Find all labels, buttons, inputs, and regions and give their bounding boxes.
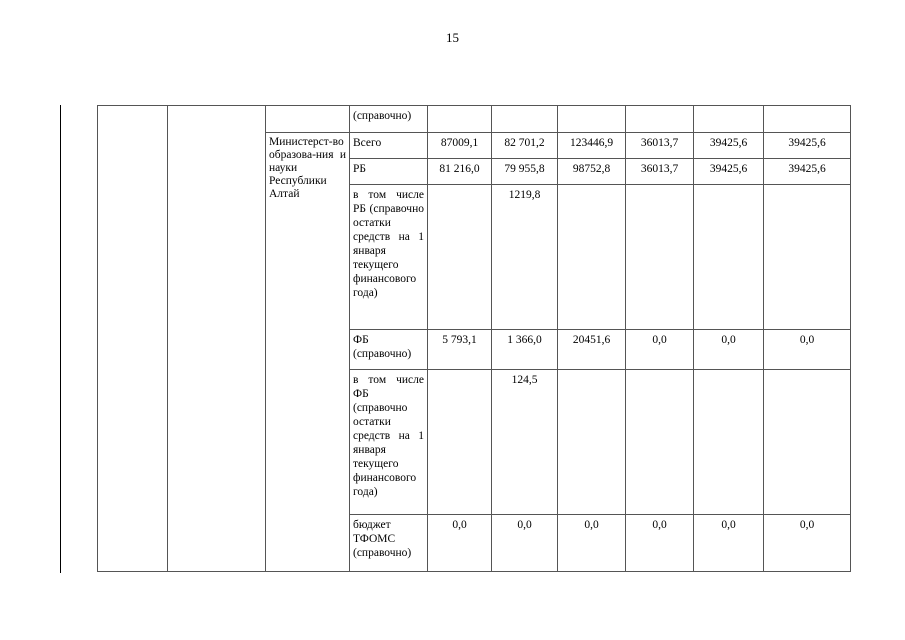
value-cell [764,106,851,133]
value-cell [626,106,694,133]
number-cell [98,106,168,572]
value-cell [428,185,492,330]
source-cell: РБ [350,159,428,185]
value-cell: 0,0 [626,330,694,370]
source-cell: в том числе ФБ (справочно остатки средств на 1 января текущего финансового года) [350,370,428,515]
source-cell: ФБ (справочно) [350,330,428,370]
source-cell: Всего [350,133,428,159]
value-cell: 36013,7 [626,159,694,185]
value-cell: 39425,6 [694,159,764,185]
source-cell: (справочно) [350,106,428,133]
value-cell: 82 701,2 [492,133,558,159]
executor-cell-top [266,106,350,133]
source-cell: бюджет ТФОМС (справочно) [350,515,428,572]
table-row [98,106,851,133]
value-cell: 39425,6 [764,133,851,159]
margin-line [60,105,61,573]
source-cell: в том числе РБ (справочно остатки средств на 1 января текущего финансового года) [350,185,428,330]
value-cell: 0,0 [764,330,851,370]
value-cell [492,106,558,133]
page-number: 15 [446,30,459,45]
executor-cell: Министерст-во образова-ния и науки Республики Алтай [266,133,350,572]
value-cell: 0,0 [694,330,764,370]
value-cell [626,185,694,330]
value-cell: 39425,6 [694,133,764,159]
value-cell: 79 955,8 [492,159,558,185]
value-cell [764,370,851,515]
value-cell [558,185,626,330]
value-cell: 124,5 [492,370,558,515]
value-cell [694,106,764,133]
value-cell: 36013,7 [626,133,694,159]
value-cell: 39425,6 [764,159,851,185]
value-cell: 5 793,1 [428,330,492,370]
value-cell [694,370,764,515]
value-cell: 0,0 [694,515,764,572]
measure-cell [168,106,266,572]
value-cell [694,185,764,330]
value-cell: 1219,8 [492,185,558,330]
value-cell: 0,0 [558,515,626,572]
value-cell: 0,0 [764,515,851,572]
value-cell [428,106,492,133]
value-cell [558,106,626,133]
value-cell [626,370,694,515]
value-cell: 98752,8 [558,159,626,185]
value-cell: 123446,9 [558,133,626,159]
value-cell [764,185,851,330]
value-cell: 0,0 [428,515,492,572]
value-cell: 20451,6 [558,330,626,370]
value-cell: 0,0 [626,515,694,572]
value-cell [428,370,492,515]
value-cell: 1 366,0 [492,330,558,370]
value-cell: 87009,1 [428,133,492,159]
value-cell: 81 216,0 [428,159,492,185]
value-cell: 0,0 [492,515,558,572]
budget-table [97,105,851,572]
value-cell [558,370,626,515]
